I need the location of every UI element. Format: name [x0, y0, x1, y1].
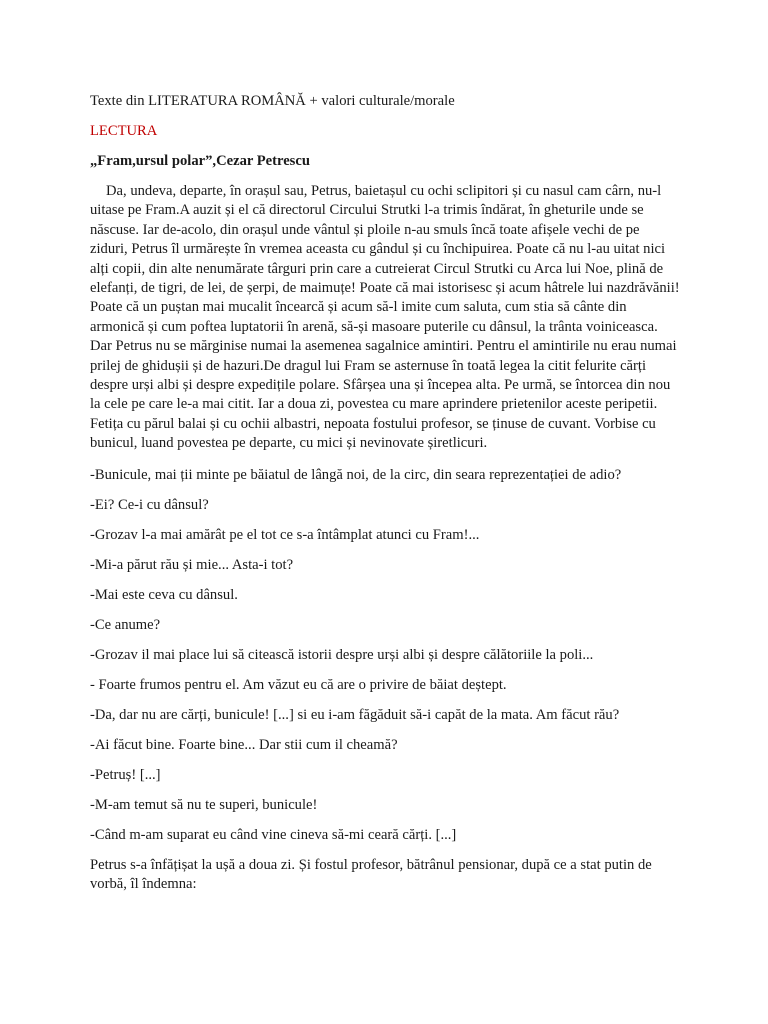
dialogue-line: -Mai este ceva cu dânsul.: [90, 586, 238, 603]
closing-paragraph: Petrus s-a înfățișat la ușă a doua zi. Și fostul profesor, bătrânul pensionar, după ce a stat putin de vorbă, îl îndemna:: [90, 856, 652, 893]
dialogue-line: -Da, dar nu are cărți, bunicule! [...] si eu i-am făgăduit să-i capăt de la mata. Am făcut rău?: [90, 706, 620, 723]
dialogue-line: -Mi-a părut rău și mie... Asta-i tot?: [90, 556, 294, 573]
dialogue-line: -Ai făcut bine. Foarte bine... Dar stii cum il cheamă?: [90, 736, 398, 753]
dialogue-line: -Grozav l-a mai amărât pe el tot ce s-a întâmplat atunci cu Fram!...: [90, 526, 480, 543]
document-heading: Texte din LITERATURA ROMÂNĂ + valori culturale/morale: [90, 93, 455, 109]
dialogue-line: -Bunicule, mai ții minte pe băiatul de lângă noi, de la circ, din seara reprezentației de adio?: [90, 466, 622, 483]
document-content: [90, 92, 680, 905]
dialogue-line: -Grozav il mai place lui să citească istorii despre urși albi și despre călătoriile la poli...: [90, 646, 594, 663]
dialogue-line: -Petruș! [...]: [90, 766, 161, 783]
body-paragraph: Da, undeva, departe, în orașul sau, Petrus, baietașul cu ochi sclipitori și cu nasul cam cârn, nu-l uitase pe Fram.A auzit și el că directorul Circului Strutki l-a trimis îndărat, în gheturile unde se născuse. Iar de-acolo, din orașul unde vântul și ploile n-au smuls încă toate afișele vechi de pe ziduri, Petrus îl urmărește în vremea aceasta cu gândul și cu închipuirea. Poate că nu l-au uitat nici alți copii, din alte nenumărate târguri prin care a cutreierat Circul Strutki cu Arca lui Noe, plină de elefanți, de tigri, de lei, de șerpi, de maimuțe! Poate că mai istorisesc și acum hâtrele lui nazdrăvănii! Poate că un puștan mai mucalit încearcă și acum să-l imite cum saluta, cum stia să cânte din armonică și cum poftea luptatorii în arenă, să-și masoare puterile cu dânsul, la trânta voiniceasca. Dar Petrus nu se mărginise numai la asemenea sagalnice amintiri. Pentru el amintirile nu erau numai prilej de ghidușii și de hazuri.De dragul lui Fram se asternuse în toată legea la citit felurite cărți despre urși albi și despre expedițile polare. Sfârșea una și începea alta. Pe urmă, se întorcea din nou la cele pe care le-a mai citit. Iar a doua zi, povestea cu mare aprindere prietenilor aceste peripetii. Fetița cu părul balai și cu ochii albastri, nepoata fostului profesor, se ținuse de cuvant. Vorbise cu bunicul, luand povestea pe departe, cu mici și nevinovate șiretlicuri.: [90, 183, 680, 452]
dialogue-line: -M-am temut să nu te superi, bunicule!: [90, 796, 318, 813]
dialogue-line: -Ei? Ce-i cu dânsul?: [90, 496, 209, 513]
work-title: „Fram,ursul polar”,Cezar Petrescu: [90, 153, 310, 169]
dialogue-line: - Foarte frumos pentru el. Am văzut eu că are o privire de băiat deștept.: [90, 676, 507, 693]
dialogue-line: -Ce anume?: [90, 616, 161, 633]
section-title: LECTURA: [90, 123, 158, 139]
dialogue-line: -Când m-am suparat eu când vine cineva să-mi ceară cărți. [...]: [90, 826, 457, 843]
